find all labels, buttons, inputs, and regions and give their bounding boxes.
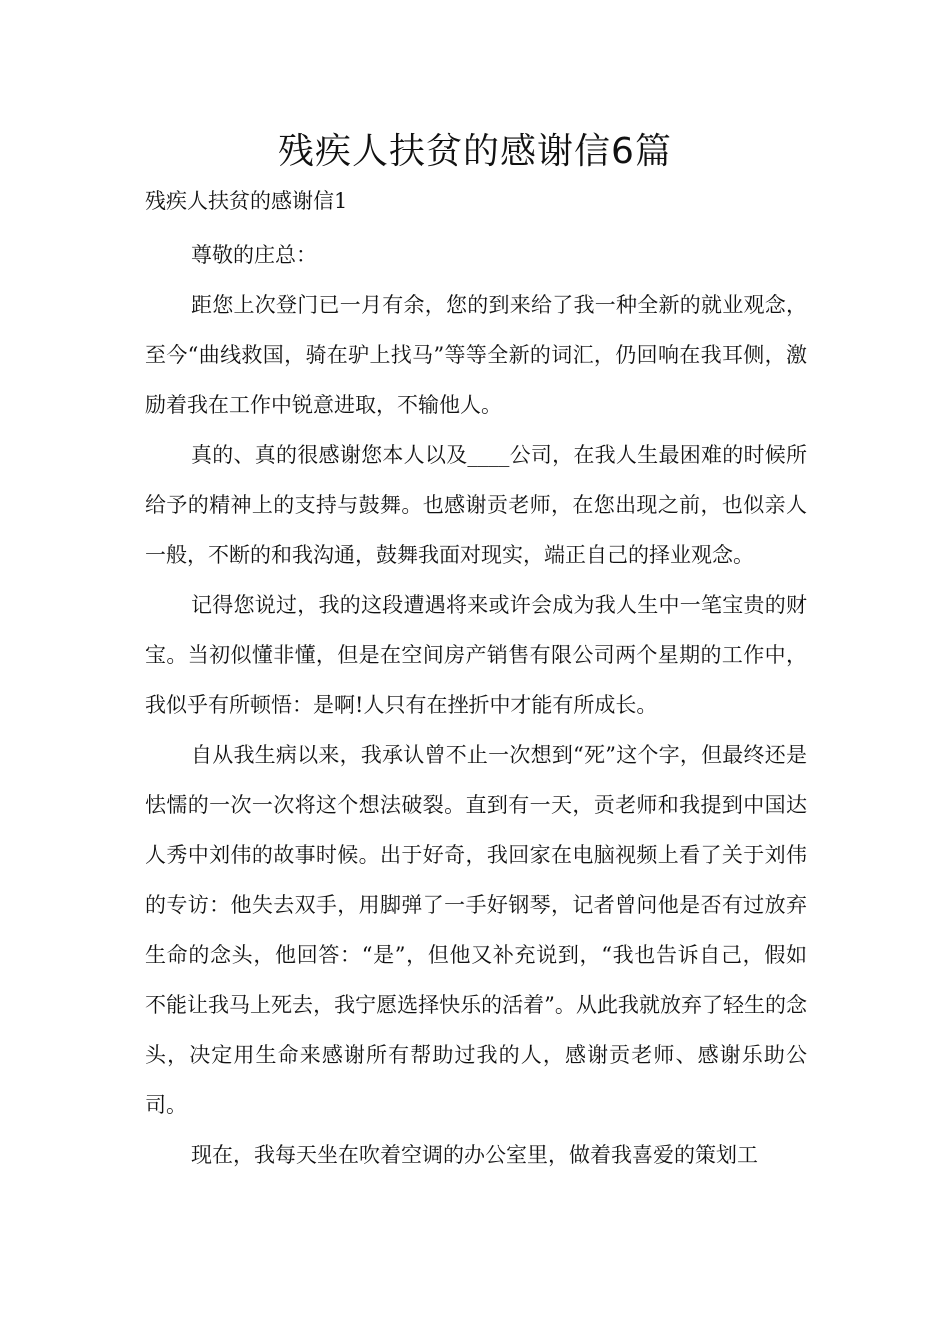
paragraph: 距您上次登门已一月有余，您的到来给了我一种全新的就业观念，至今“曲线救国，骑在驴上找马”等等全新的词汇，仍回响在我耳侧，激励着我在工作中锐意进取，不输他人。: [145, 293, 807, 417]
letter-subtitle: 残疾人扶贫的感谢信1: [145, 189, 348, 213]
letter-body: [145, 230, 807, 1180]
paragraph: 记得您说过，我的这段遭遇将来或许会成为我人生中一笔宝贵的财宝。当初似懂非懂，但是在空间房产销售有限公司两个星期的工作中，我似乎有所顿悟：是啊!人只有在挫折中才能有所成长。: [145, 593, 807, 717]
paragraph: 现在，我每天坐在吹着空调的办公室里，做着我喜爱的策划工: [191, 1143, 758, 1167]
salutation: 尊敬的庄总：: [191, 243, 317, 267]
paragraph: 真的、真的很感谢您本人以及____公司，在我人生最困难的时候所给予的精神上的支持与鼓舞。也感谢贡老师，在您出现之前，也似亲人一般，不断的和我沟通，鼓舞我面对现实，端正自己的择业观念。: [145, 443, 807, 567]
paragraph: 自从我生病以来，我承认曾不止一次想到“死”这个字，但最终还是怯懦的一次一次将这个想法破裂。直到有一天，贡老师和我提到中国达人秀中刘伟的故事时候。出于好奇，我回家在电脑视频上看了关于刘伟的专访：他失去双手，用脚弹了一手好钢琴，记者曾问他是否有过放弃生命的念头，他回答：“是”，但他又补充说到，“我也告诉自己，假如不能让我马上死去，我宁愿选择快乐的活着”。从此我就放弃了轻生的念头，决定用生命来感谢所有帮助过我的人，感谢贡老师、感谢乐助公司。: [145, 743, 807, 1117]
document-title: 残疾人扶贫的感谢信6篇: [278, 131, 672, 172]
